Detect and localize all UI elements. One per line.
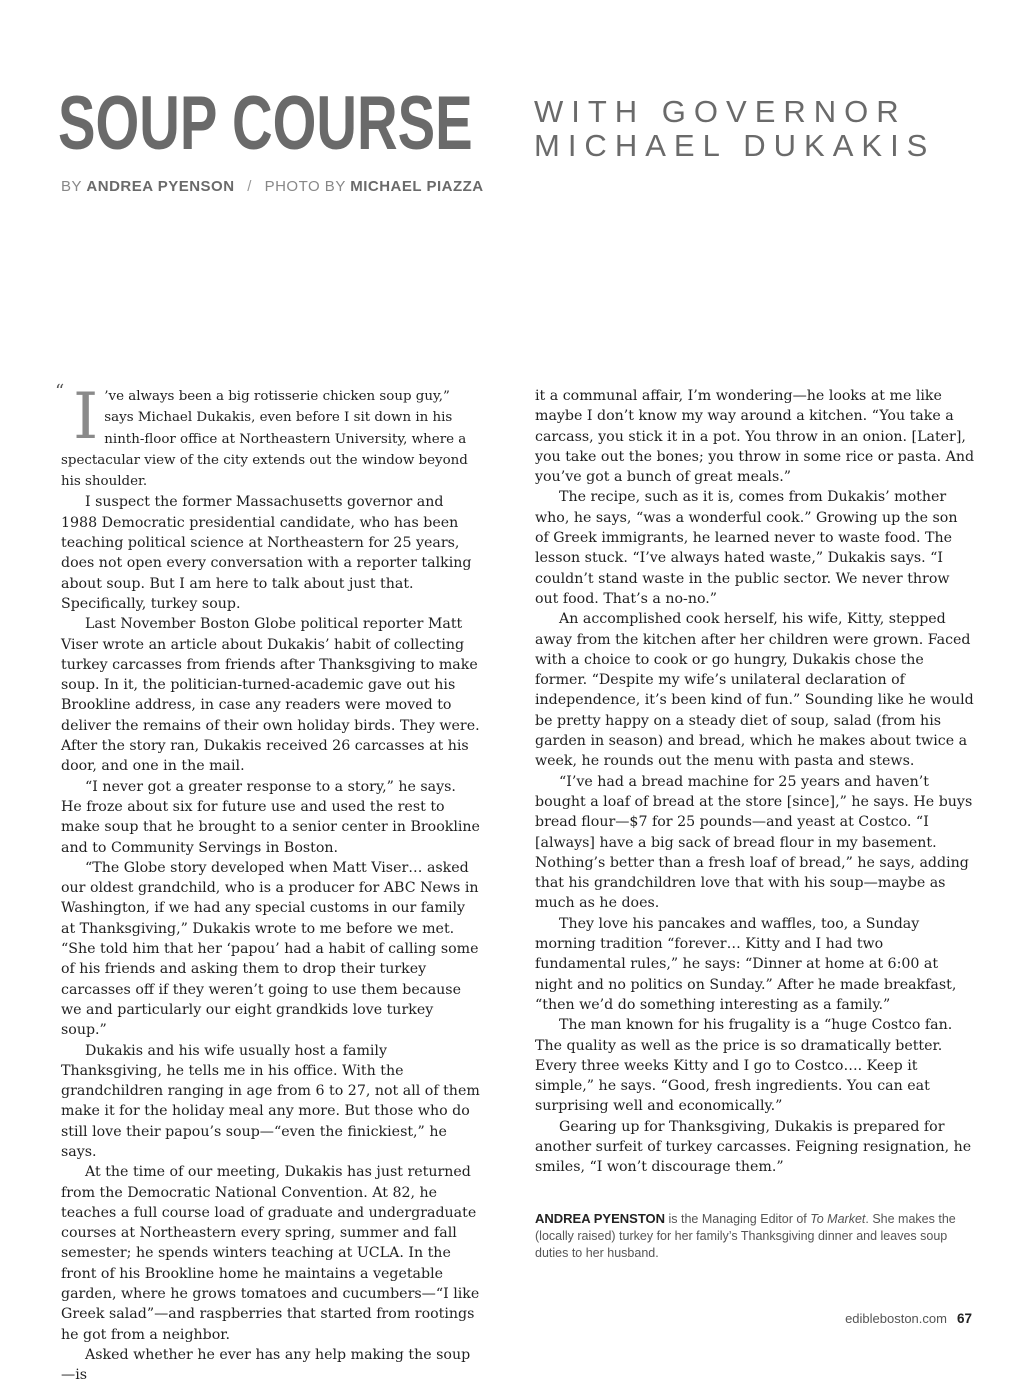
lead-paragraph (55, 380, 481, 492)
paragraph: The man known for his frugality is a “huge Costco fan. The quality as well as the price is so dramatically better. Every three weeks Kitty and I go to Costco…. Keep it simple,” he says. “Good, fresh ingredients. You can eat surprising well and economically.” (535, 1017, 953, 1115)
paragraph: The recipe, such as it is, comes from Dukakis’ mother who, he says, “was a wonderful cook.” Growing up the son of Greek immigrants, he learned never to waste food. The lesson stuck. “I’ve always hated waste,” Dukakis says. “I couldn’t stand waste in the public sector. We never throw out food. That’s a no-no.” (535, 489, 958, 607)
author-bio (535, 1210, 975, 1262)
paragraph: “I’ve had a bread machine for 25 years and haven’t bought a loaf of bread at the store [since],” he says. He buys bread flour—$7 for 25 pounds—and yeast at Costco. “I [always] have a big sack of bread flour in my basement. Nothing’s better than a fresh loaf of bread,” he says, adding that his grandchildren love that with his soup—maybe as much as he does. (535, 773, 973, 912)
byline (61, 178, 484, 195)
paragraph: “I never got a greater response to a story,” he says. He froze about six for future use and used the rest to make soup that he brought to a senior center in Brookline and to Community Servings in Boston. (61, 778, 480, 856)
paragraph: Dukakis and his wife usually host a family Thanksgiving, he tells me in his office. With the grandchildren ranging in age from 6 to 27, not all of them make it for the holiday meal any more. But those who do still love their papou’s soup—“even the finickiest,” he says. (61, 1042, 480, 1160)
photographer-name: MICHAEL PIAZZA (350, 178, 484, 195)
page-number: 67 (956, 1311, 972, 1326)
paragraph: Gearing up for Thanksgiving, Dukakis is prepared for another surfeit of turkey carcasses. Feigning resignation, he smiles, “I won’t discourage them.” (535, 1118, 972, 1176)
paragraph: Asked whether he ever has any help making the soup—is (61, 1346, 471, 1384)
paragraph: At the time of our meeting, Dukakis has just returned from the Democratic National Convention. At 82, he teaches a full course load of graduate and undergraduate courses at Northeastern every spring, summer and fall semester; he spends winters teaching at UCLA. In the front of his Brookline home he maintains a vegetable garden, where he grows tomatoes and cucumbers—“I like Greek salad”—and raspberries that started from rootings he got from a neighbor. (61, 1164, 480, 1343)
bio-publication: To Market (810, 1212, 866, 1226)
article-column-right (535, 386, 975, 1178)
paragraph: it a communal affair, I’m wondering—he looks at me like maybe I don’t know my way around a kitchen. “You take a carcass, you stick it in a pot. You throw in an onion. [Later], you take out the bones; you throw in some rice or pasta. And you’ve got a bunch of great meals.” (535, 388, 975, 486)
lead-text: ’ve always been a big rotisserie chicken soup guy,” says Michael Dukakis, even before I sit down in his ninth-floor office at Northeastern University, where a spectacular view of the city extends out the window beyond his shoulder. (61, 389, 468, 490)
article-subtitle (534, 95, 935, 163)
footer-site: edibleboston.com (845, 1311, 947, 1326)
paragraph: An accomplished cook herself, his wife, Kitty, stepped away from the kitchen after her children were grown. Faced with a choice to cook or go hungry, Dukakis chose the former. “Despite my wife’s unilateral declaration of independence, it’s been kind of fun.” Sounding like he would be pretty happy on a steady diet of soup, salad (from his garden in season) and bread, which he makes about twice a week, he rounds out the menu with pasta and stews. (535, 611, 974, 770)
photo-label: PHOTO BY (264, 178, 346, 195)
bio-text-after: . She makes the (locally raised) turkey for her family’s Thanksgiving dinner and leaves soup duties to her husband. (535, 1212, 956, 1260)
paragraph: I suspect the former Massachusetts governor and 1988 Democratic presidential candidate, who has been teaching political science at Northeastern for 25 years, does not open every conversation with a reporter talking about soup. But I am here to talk about just that. Specifically, turkey soup. (61, 494, 472, 612)
subtitle-line-2: MICHAEL DUKAKIS (534, 128, 936, 163)
subtitle-line-1: WITH GOVERNOR (534, 94, 907, 129)
article-column-left (55, 380, 481, 1386)
drop-cap: I (73, 380, 99, 454)
paragraph: They love his pancakes and waffles, too, a Sunday morning tradition “forever… Kitty and I had two fundamental rules,” he says: “Dinner at home at 6:00 at night and no politics on Sunday.” After he made breakfast, “then we’d do something interesting as a family.” (535, 915, 957, 1013)
paragraph: “The Globe story developed when Matt Viser… asked our oldest grandchild, who is a producer for ABC News in Washington, if we had any special customs in our family at Thanksgiving,” Dukakis wrote to me before we met. “She told him that her ‘papou’ had a habit of calling some of his friends and asking them to drop their turkey carcasses off if they weren’t going to use them because we and particularly our eight grandkids love turkey soup.” (61, 859, 479, 1039)
article-title: SOUP COURSE (58, 81, 473, 166)
paragraph: Last November Boston Globe political reporter Matt Viser wrote an article about Dukakis’ habit of collecting turkey carcasses from friends after Thanksgiving to make soup. In it, the politician-turned-academic gave out his Brookline address, in case any readers were moved to deliver the remains of their own holiday birds. They were. After the story ran, Dukakis received 26 carcasses at his door, and one in the mail. (61, 616, 480, 775)
page-footer (845, 1311, 972, 1326)
bio-text-before: is the Managing Editor of (665, 1212, 811, 1226)
by-label: BY (61, 178, 82, 195)
author-name: ANDREA PYENSON (86, 178, 235, 195)
byline-separator: / (247, 178, 252, 195)
opening-quote-mark: “ (55, 381, 65, 402)
bio-author-name: ANDREA PYENSTON (535, 1211, 666, 1226)
